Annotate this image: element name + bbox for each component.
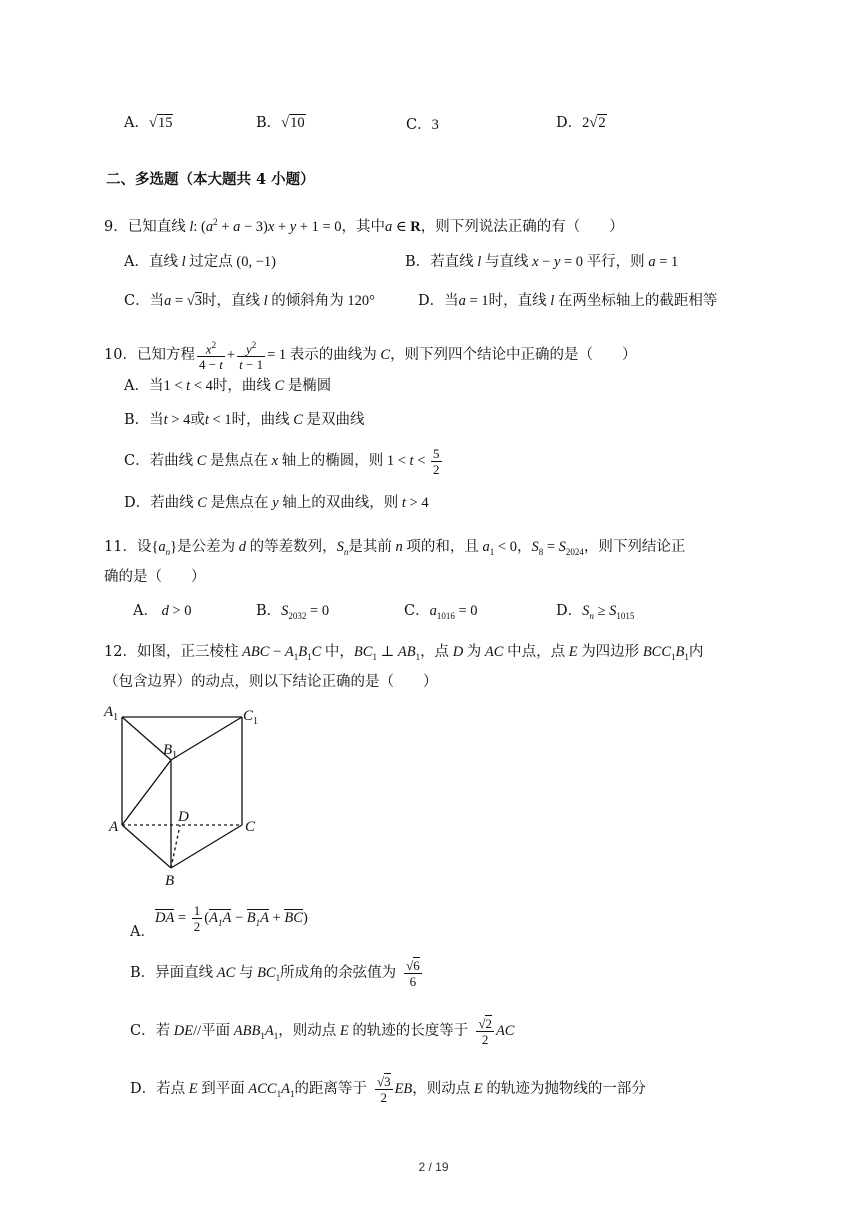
q12-option-d: D．若点 E 到平面 $ACC_1A_1$的距离等于 $\frac{√3}{2}$ EB，则动点 E 的轨迹为抛物线的一部分 (130, 1073, 646, 1105)
q9-option-a: A．直线 l 过定点 (0, −1) (124, 254, 276, 270)
q12-stem-line1: 12．如图，正三棱柱 ABC − $A_1B_1C$ 中，$BC_1$ ⊥ $AB_1$，点 D 为 AC 中点，点 E 为四边形 $BCC_1B_1$内 (104, 644, 704, 662)
q12-option-c: C．若 DE//平面 $ABB_1A_1$，则动点 E 的轨迹的长度等于 $\frac{√2}{2}$ AC (130, 1015, 515, 1047)
q9-option-d: D．当a = 1时，直线 l 在两坐标轴上的截距相等 (418, 293, 718, 309)
q9-stem: 9．已知直线 l: $(a^2 + a - 3)x + y + 1 = 0$，其中a ∈ R，则下列说法正确的有（ ） (104, 217, 624, 235)
section-title: 二、多选题（本大题共 4 小题） (106, 171, 315, 188)
q12-option-a: A．DA = $\frac{1}{2}$ $(A_1A - B_1A + BC)$ (130, 902, 308, 940)
q10-option-b: B．当t > 4或t < 1时，曲线 C 是双曲线 (124, 412, 365, 428)
q11-option-a: A． d > 0 (133, 603, 192, 619)
q9-option-b: B．若直线 l 与直线 x − y = 0 平行，则 a = 1 (405, 254, 679, 270)
label-a: A (109, 819, 119, 835)
q10-option-a: A．当1 < t < 4时，曲线 C 是椭圆 (124, 378, 332, 394)
q9-option-c: C．当a = √3时，直线 l 的倾斜角为 120° (124, 293, 375, 309)
q11-option-b: B．$S_{2032} = 0$ (256, 603, 330, 621)
label-b1: $B_1$ (163, 742, 178, 761)
page-number: 2 / 19 (418, 1160, 449, 1174)
label-d: D (178, 809, 189, 825)
edge-b1-c1 (171, 717, 242, 760)
prism-figure (100, 700, 270, 895)
q10-stem: 10．已知方程 $\frac{x^2}{4 - t}$ + $\frac{y^2}{t - 1}$ = 1 表示的曲线为 C，则下列四个结论中正确的是（ ） (104, 340, 637, 373)
label-c1: $C_1$ (243, 708, 259, 727)
q11-option-d: D．$S_n \ge S_{1015}$ (556, 603, 635, 621)
edge-b-d-hidden (171, 825, 180, 868)
q10-option-d: D．若曲线 C 是焦点在 y 轴上的双曲线，则 t > 4 (124, 495, 429, 511)
q11-option-c: C．$a_{1016} = 0$ (404, 603, 478, 621)
label-a1: $A_1$ (104, 704, 119, 723)
label-b: B (165, 873, 175, 889)
edge-a-b (122, 825, 171, 868)
q10-option-c: C．若曲线 C 是焦点在 x 轴上的椭圆，则 1 < t < $\frac{5}{2}$ (124, 445, 440, 477)
q11-stem-line2: 确的是（ ） (104, 569, 206, 585)
q8-option-a: A．√15 (124, 115, 173, 131)
q11-stem-line1: 11．设$\{a_n\}$是公差为 d 的等差数列，$S_n$是其前 n 项的和，且 $a_1 < 0$，$S_8 = S_{2024}$，则下列结论正 (104, 539, 686, 557)
edge-a-b1 (122, 760, 171, 825)
q8-option-b: B．√10 (256, 115, 305, 131)
edge-b-c (171, 825, 242, 868)
label-c: C (245, 819, 256, 835)
q12-option-b: B．异面直线 AC 与 $BC_1$所成角的余弦值为 $\frac{√6}{6}$ (130, 957, 420, 989)
q8-option-d: D．2√2 (556, 115, 606, 131)
q12-stem-line2: （包含边界）的动点，则以下结论正确的是（ ） (104, 674, 438, 690)
q8-option-c: C．3 (406, 117, 439, 133)
